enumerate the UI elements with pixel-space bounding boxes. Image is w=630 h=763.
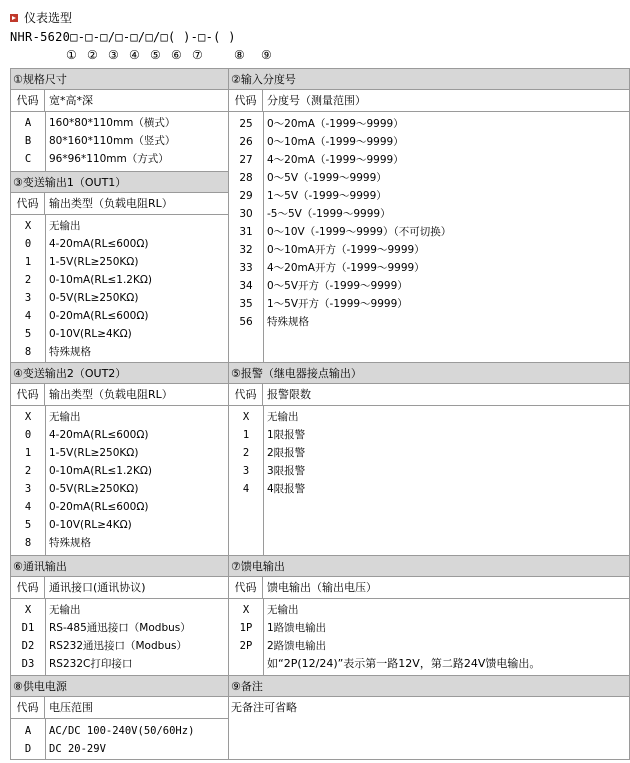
marker-1: ① (66, 48, 77, 62)
code-column-label: 代码 (11, 577, 45, 598)
code-column-label: 代码 (11, 90, 45, 111)
marker-9: ⑨ (261, 48, 272, 62)
marker-7: ⑦ (192, 48, 203, 62)
table-row: 30 -5～5V（-1999～9999） (239, 208, 391, 220)
table-row: 0 4-20mA(RL≤600Ω) (24, 429, 149, 441)
panel-alarm (228, 362, 630, 556)
panel-out1 (10, 171, 229, 363)
model-code: NHR-5620□-□-□/□-□/□/□( )-□-( ) (10, 30, 236, 44)
table-row: X 无输出 (24, 220, 81, 232)
table-row: 1 1-5V(RL≥250KΩ) (24, 447, 139, 459)
panel-feed (228, 555, 630, 676)
table-row: 4 0-20mA(RL≤600Ω) (24, 501, 149, 513)
table-row: 28 0～5V（-1999～9999） (239, 172, 387, 184)
column-header (229, 90, 629, 112)
panel-header: ⑧供电电源 (11, 676, 228, 697)
panel-size (10, 68, 229, 172)
panel-comm (10, 555, 229, 676)
panel-remark (228, 675, 630, 760)
table-row: 1 1-5V(RL≥250KΩ) (24, 256, 139, 268)
table-row: D1 RS-485通迅接口（Modbus） (21, 622, 191, 634)
arrow-bullet-icon (10, 14, 18, 22)
desc-column-label: 输出类型（负载电阻RL） (49, 388, 173, 401)
table-row: D3 RS232C打印接口 (21, 658, 133, 670)
marker-6: ⑥ (171, 48, 182, 62)
table-row: 56 特殊规格 (239, 316, 309, 328)
desc-column-label: 馈电输出（输出电压） (267, 581, 377, 594)
column-header (11, 577, 228, 599)
feed-note: 如“2P(12/24)”表示第一路12V，第二路24V馈电输出。 (267, 657, 541, 670)
panel-header: ⑦馈电输出 (229, 556, 629, 577)
table-row: C 96*96*110mm（方式） (24, 153, 169, 165)
panel-header: ⑥通讯输出 (11, 556, 228, 577)
marker-2: ② (87, 48, 98, 62)
table-row: 29 1～5V（-1999～9999） (239, 190, 387, 202)
desc-column-label: 分度号（测量范围） (267, 94, 366, 107)
table-row: 27 4～20mA（-1999～9999） (239, 154, 404, 166)
desc-column-label: 通讯接口(通讯协议) (49, 581, 146, 594)
code-column-label: 代码 (11, 384, 45, 405)
panel-header: ⑨备注 (229, 676, 629, 697)
table-row: D DC 20-29V (24, 743, 106, 755)
table-row: 3 0-5V(RL≥250KΩ) (24, 483, 139, 495)
table-row: 1P 1路馈电输出 (239, 622, 327, 634)
table-row: 2P 2路馈电输出 (239, 640, 327, 652)
table-row: A 160*80*110mm（横式） (24, 117, 176, 129)
table-row: X 无输出 (24, 604, 81, 616)
panel-header: ③变送输出1（OUT1） (11, 172, 228, 193)
desc-column-label: 宽*高*深 (49, 94, 93, 107)
code-column-label: 代码 (229, 577, 263, 598)
column-header (11, 697, 228, 719)
table-row: 4 4限报警 (242, 483, 306, 495)
table-row: 1 1限报警 (242, 429, 306, 441)
table-row: 0 4-20mA(RL≤600Ω) (24, 238, 149, 250)
panel-input (228, 68, 630, 363)
table-row: 26 0～10mA（-1999～9999） (239, 136, 404, 148)
table-row: X 无输出 (242, 411, 299, 423)
code-column-label: 代码 (11, 193, 45, 214)
table-row: 2 0-10mA(RL≤1.2KΩ) (24, 274, 152, 286)
remark-text: 无备注可省略 (231, 701, 297, 714)
table-row: 2 2限报警 (242, 447, 306, 459)
column-header (229, 384, 629, 406)
panel-header: ①规格尺寸 (11, 69, 228, 90)
table-row: X 无输出 (242, 604, 299, 616)
table-row: 5 0-10V(RL≥4KΩ) (24, 328, 132, 340)
panel-header: ⑤报警（继电器接点输出） (229, 363, 629, 384)
table-row: 3 0-5V(RL≥250KΩ) (24, 292, 139, 304)
column-header (11, 384, 228, 406)
table-row: 2 0-10mA(RL≤1.2KΩ) (24, 465, 152, 477)
table-row: 4 0-20mA(RL≤600Ω) (24, 310, 149, 322)
desc-column-label: 输出类型（负载电阻RL） (49, 197, 173, 210)
table-row: A AC/DC 100-240V(50/60Hz) (24, 725, 195, 737)
table-row: 5 0-10V(RL≥4KΩ) (24, 519, 132, 531)
desc-column-label: 报警限数 (267, 388, 311, 401)
column-header (11, 193, 228, 215)
table-row: 31 0～10V（-1999～9999）（不可切换） (239, 226, 452, 238)
table-row: 32 0～10mA开方（-1999～9999） (239, 244, 425, 256)
marker-3: ③ (108, 48, 119, 62)
panel-header: ②输入分度号 (229, 69, 629, 90)
panel-out2 (10, 362, 229, 556)
table-row: 34 0～5V开方（-1999～9999） (239, 280, 408, 292)
marker-4: ④ (129, 48, 140, 62)
code-column-label: 代码 (11, 697, 45, 718)
table-row: 8 特殊规格 (24, 346, 91, 358)
code-column-label: 代码 (229, 90, 263, 111)
code-column-label: 代码 (229, 384, 263, 405)
table-row: B 80*160*110mm（竖式） (24, 135, 176, 147)
panel-power (10, 675, 229, 760)
table-row: 33 4～20mA开方（-1999～9999） (239, 262, 425, 274)
table-row: 3 3限报警 (242, 465, 306, 477)
table-row: 35 1～5V开方（-1999～9999） (239, 298, 408, 310)
column-header (229, 577, 629, 599)
table-row: X 无输出 (24, 411, 81, 423)
selection-grid (10, 68, 630, 760)
table-row: 8 特殊规格 (24, 537, 91, 549)
marker-5: ⑤ (150, 48, 161, 62)
table-row: 25 0～20mA（-1999～9999） (239, 118, 404, 130)
table-row: D2 RS232通迅接口（Modbus） (21, 640, 187, 652)
desc-column-label: 电压范围 (49, 701, 93, 714)
column-header (11, 90, 228, 112)
page-title: 仪表选型 (10, 10, 72, 26)
marker-8: ⑧ (234, 48, 245, 62)
panel-header: ④变送输出2（OUT2） (11, 363, 228, 384)
